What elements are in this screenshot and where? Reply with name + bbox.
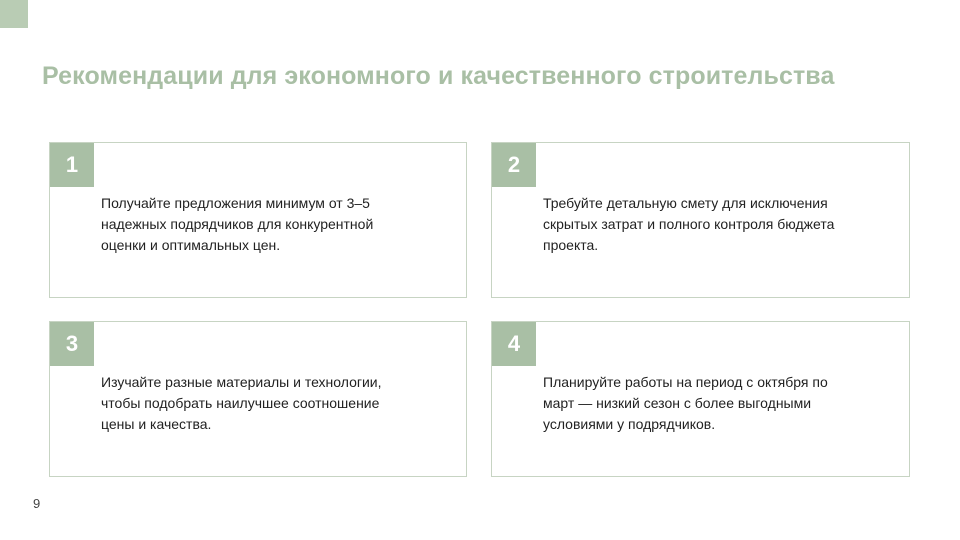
card-number-3: 3 <box>50 322 94 366</box>
card-number-1: 1 <box>50 143 94 187</box>
recommendation-card-2 <box>491 142 910 298</box>
recommendation-card-3 <box>49 321 467 477</box>
card-text-4: Планируйте работы на период с октября по март — низкий сезон с более выгодными условиями у подрядчиков. <box>543 374 828 432</box>
slide-title: Рекомендации для экономного и качественного строительства <box>42 62 835 90</box>
card-number-4: 4 <box>492 322 536 366</box>
page-number: 9 <box>33 496 41 511</box>
corner-accent <box>0 0 28 28</box>
recommendation-card-1 <box>49 142 467 298</box>
card-text-3: Изучайте разные материалы и технологии, чтобы подобрать наилучшее соотношение цены и качества. <box>101 374 382 432</box>
card-number-2: 2 <box>492 143 536 187</box>
recommendation-card-4 <box>491 321 910 477</box>
card-text-2: Требуйте детальную смету для исключения скрытых затрат и полного контроля бюджета проекта. <box>543 195 835 253</box>
card-text-1: Получайте предложения минимум от 3–5 надежных подрядчиков для конкурентной оценки и оптимальных цен. <box>101 195 374 253</box>
